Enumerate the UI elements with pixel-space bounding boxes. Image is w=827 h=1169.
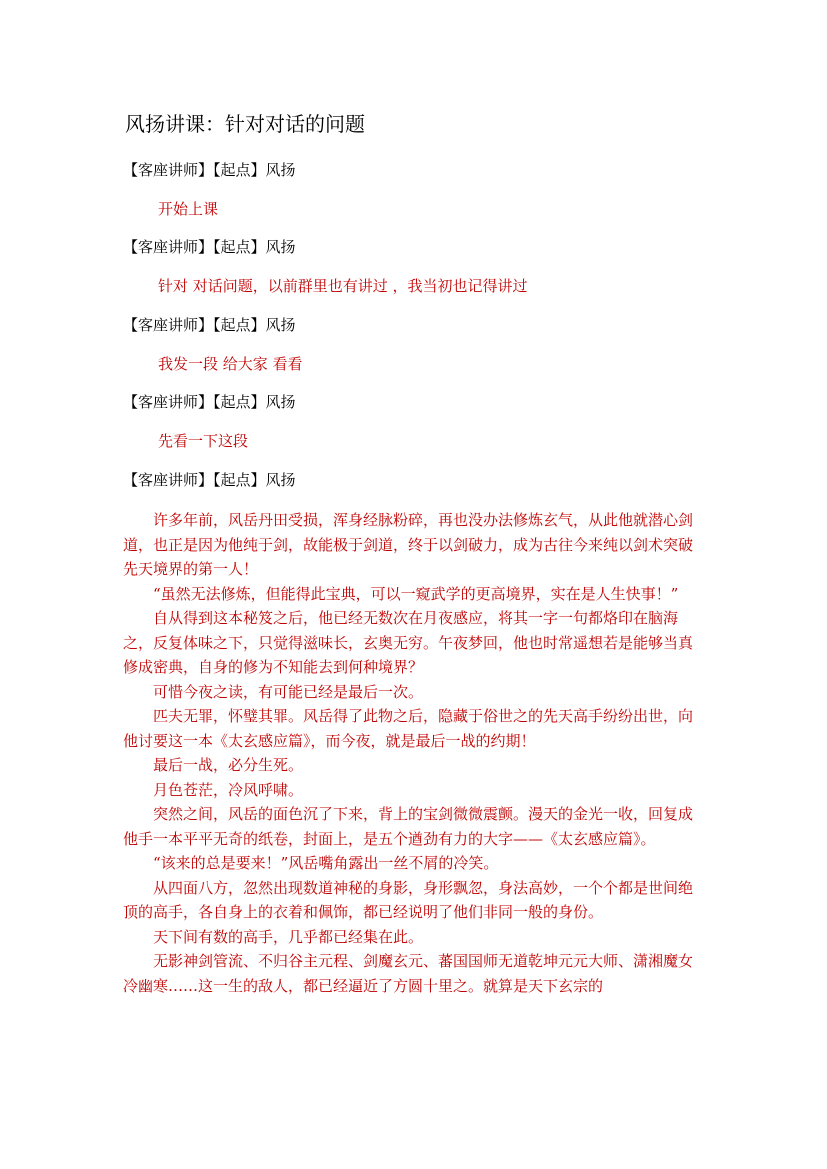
story-paragraph: 匹夫无罪，怀璧其罪。风岳得了此物之后，隐藏于俗世之的先天高手纷纷出世，向他讨要这一本《太玄感应篇》，而今夜，就是最后一战的约期！ <box>123 707 694 750</box>
chat-message: 我发一段 给大家 看看 <box>158 355 303 373</box>
story-paragraph: 无影神剑管流、不归谷主元程、剑魔玄元、蕃国国师无道乾坤元元大师、潇湘魔女冷幽寒……这一生的敌人，都已经逼近了方圆十里之。就算是天下玄宗的 <box>123 952 694 995</box>
speaker-label: 【客座讲师】【起点】风扬 <box>123 161 296 179</box>
story-paragraph: “虽然无法修炼，但能得此宝典，可以一窥武学的更高境界，实在是人生快事！” <box>153 584 679 603</box>
chat-message: 针对 对话问题，以前群里也有讲过 ，我当初也记得讲过 <box>158 277 528 295</box>
document-title: 风扬讲课：针对对话的问题 <box>125 112 365 136</box>
story-paragraph: 最后一战，必分生死。 <box>153 756 304 774</box>
story-paragraph: 月色苍茫，冷风呼啸。 <box>153 780 304 799</box>
story-paragraph: “该来的总是要来！”风岳嘴角露出一丝不屑的冷笑。 <box>153 854 499 872</box>
speaker-label: 【客座讲师】【起点】风扬 <box>123 238 296 256</box>
story-excerpt <box>123 508 706 998</box>
story-paragraph: 许多年前，风岳丹田受损，浑身经脉粉碎，再也没办法修炼玄气，从此他就潜心剑道，也正是因为他纯于剑，故能极于剑道，终于以剑破力，成为古往今来纯以剑术突破先天境界的第一人！ <box>123 511 694 578</box>
story-paragraph: 突然之间，风岳的面色沉了下来，背上的宝剑微微震颤。漫天的金光一收，回复成他手一本平平无奇的纸卷，封面上，是五个遒劲有力的大字——《太玄感应篇》。 <box>123 805 694 848</box>
speaker-label: 【客座讲师】【起点】风扬 <box>123 471 296 489</box>
story-paragraph: 自从得到这本秘笈之后，他已经无数次在月夜感应，将其一字一句都烙印在脑海之，反复体味之下，只觉得滋味长，玄奥无穷。午夜梦回，他也时常遥想若是能够当真修成密典，自身的修为不知能去到何种境界？ <box>123 609 694 676</box>
story-paragraph: 天下间有数的高手，几乎都已经集在此。 <box>153 927 424 946</box>
chat-message: 先看一下这段 <box>158 432 249 450</box>
story-paragraph: 可惜今夜之读，有可能已经是最后一次。 <box>153 682 424 701</box>
speaker-label: 【客座讲师】【起点】风扬 <box>123 316 296 334</box>
speaker-label: 【客座讲师】【起点】风扬 <box>123 393 296 411</box>
story-paragraph: 从四面八方，忽然出现数道神秘的身影，身形飘忽，身法高妙，一个个都是世间绝顶的高手，各自身上的衣着和佩饰，都已经说明了他们非同一般的身份。 <box>123 878 694 921</box>
chat-message: 开始上课 <box>158 200 219 218</box>
